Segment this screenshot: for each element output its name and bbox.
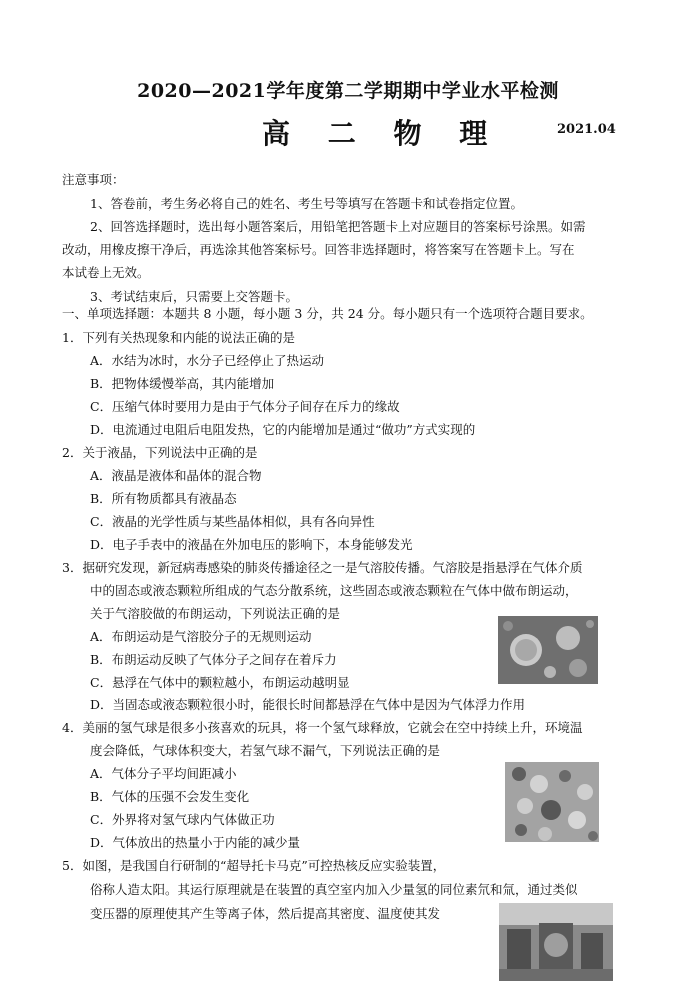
- q1-option-d: D．电流通过电阻后电阻发热，它的内能增加是通过“做功”方式实现的: [90, 422, 476, 437]
- q4-option-b: B．气体的压强不会发生变化: [90, 789, 250, 804]
- q1-option-c: C．压缩气体时要用力是由于气体分子间存在斥力的缘故: [90, 399, 400, 414]
- q4-option-d: D．气体放出的热量小于内能的减少量: [90, 835, 301, 850]
- q2-option-b: B．所有物质都具有液晶态: [90, 491, 237, 506]
- q4-option-a: A．气体分子平均间距减小: [90, 766, 237, 781]
- q1-option-b: B．把物体缓慢举高，其内能增加: [90, 376, 275, 391]
- notice-item-3: 3、考试结束后，只需要上交答题卡。: [90, 289, 298, 304]
- gas-molecules-photo: [505, 762, 599, 842]
- exam-date: 2021.04: [557, 122, 616, 137]
- q3-stem-line-1: 3．据研究发现，新冠病毒感染的肺炎传播途径之一是气溶胶传播。气溶胶是指悬浮在气体介质: [62, 560, 583, 575]
- q3-stem-line-2: 中的固态或液态颗粒所组成的气态分散系统，这些固态或液态颗粒在气体中做布朗运动，: [90, 583, 578, 598]
- exam-title: 2020—2021学年度第二学期期中学业水平检测: [137, 80, 559, 102]
- q2-option-a: A．液晶是液体和晶体的混合物: [90, 468, 262, 483]
- q1-stem: 1．下列有关热现象和内能的说法正确的是: [62, 330, 295, 345]
- q4-stem-line-1: 4．美丽的氢气球是很多小孩喜欢的玩具，将一个氢气球释放，它就会在空中持续上升，环境温: [62, 720, 583, 735]
- notice-item-2-line-3: 本试卷上无效。: [62, 265, 150, 280]
- q2-option-c: C．液晶的光学性质与某些晶体相似，具有各向异性: [90, 514, 375, 529]
- notice-heading: 注意事项：: [62, 172, 125, 187]
- q5-stem-line-1: 5．如图，是我国自行研制的“超导托卡马克”可控热核反应实验装置，: [62, 858, 446, 873]
- section-1-heading: 一、单项选择题：本题共 8 小题，每小题 3 分，共 24 分。每小题只有一个选项符合题目要求。: [62, 306, 593, 321]
- notice-item-2-line-1: 2、回答选择题时，选出每小题答案后，用铅笔把答题卡上对应题目的答案标号涂黑。如需: [90, 219, 586, 234]
- notice-item-2-line-2: 改动，用橡皮擦干净后，再选涂其他答案标号。回答非选择题时，将答案写在答题卡上。写在: [62, 242, 575, 257]
- q3-option-a: A．布朗运动是气溶胶分子的无规则运动: [90, 629, 312, 644]
- q3-stem-line-3: 关于气溶胶做的布朗运动，下列说法正确的是: [90, 606, 341, 621]
- q4-stem-line-2: 度会降低，气球体积变大，若氢气球不漏气，下列说法正确的是: [90, 743, 441, 758]
- virus-photo: [498, 616, 598, 684]
- q3-option-b: B．布朗运动反映了气体分子之间存在着斥力: [90, 652, 337, 667]
- q4-option-c: C．外界将对氢气球内气体做正功: [90, 812, 275, 827]
- q5-stem-line-2: 俗称人造太阳。其运行原理就是在装置的真空室内加入少量氢的同位素氘和氚，通过类似: [90, 882, 578, 897]
- q5-stem-line-3: 变压器的原理使其产生等离子体，然后提高其密度、温度使其发: [90, 906, 441, 921]
- q2-option-d: D．电子手表中的液晶在外加电压的影响下，本身能够发光: [90, 537, 413, 552]
- q3-option-c: C．悬浮在气体中的颗粒越小，布朗运动越明显: [90, 675, 350, 690]
- q2-stem: 2．关于液晶，下列说法中正确的是: [62, 445, 258, 460]
- tokamak-photo: [499, 903, 613, 981]
- q3-option-d: D．当固态或液态颗粒很小时，能很长时间都悬浮在气体中是因为气体浮力作用: [90, 697, 526, 712]
- notice-item-1: 1、答卷前，考生务必将自己的姓名、考生号等填写在答题卡和试卷指定位置。: [90, 196, 523, 211]
- subject-title: 高 二 物 理: [262, 117, 502, 150]
- q1-option-a: A．水结为冰时，水分子已经停止了热运动: [90, 353, 325, 368]
